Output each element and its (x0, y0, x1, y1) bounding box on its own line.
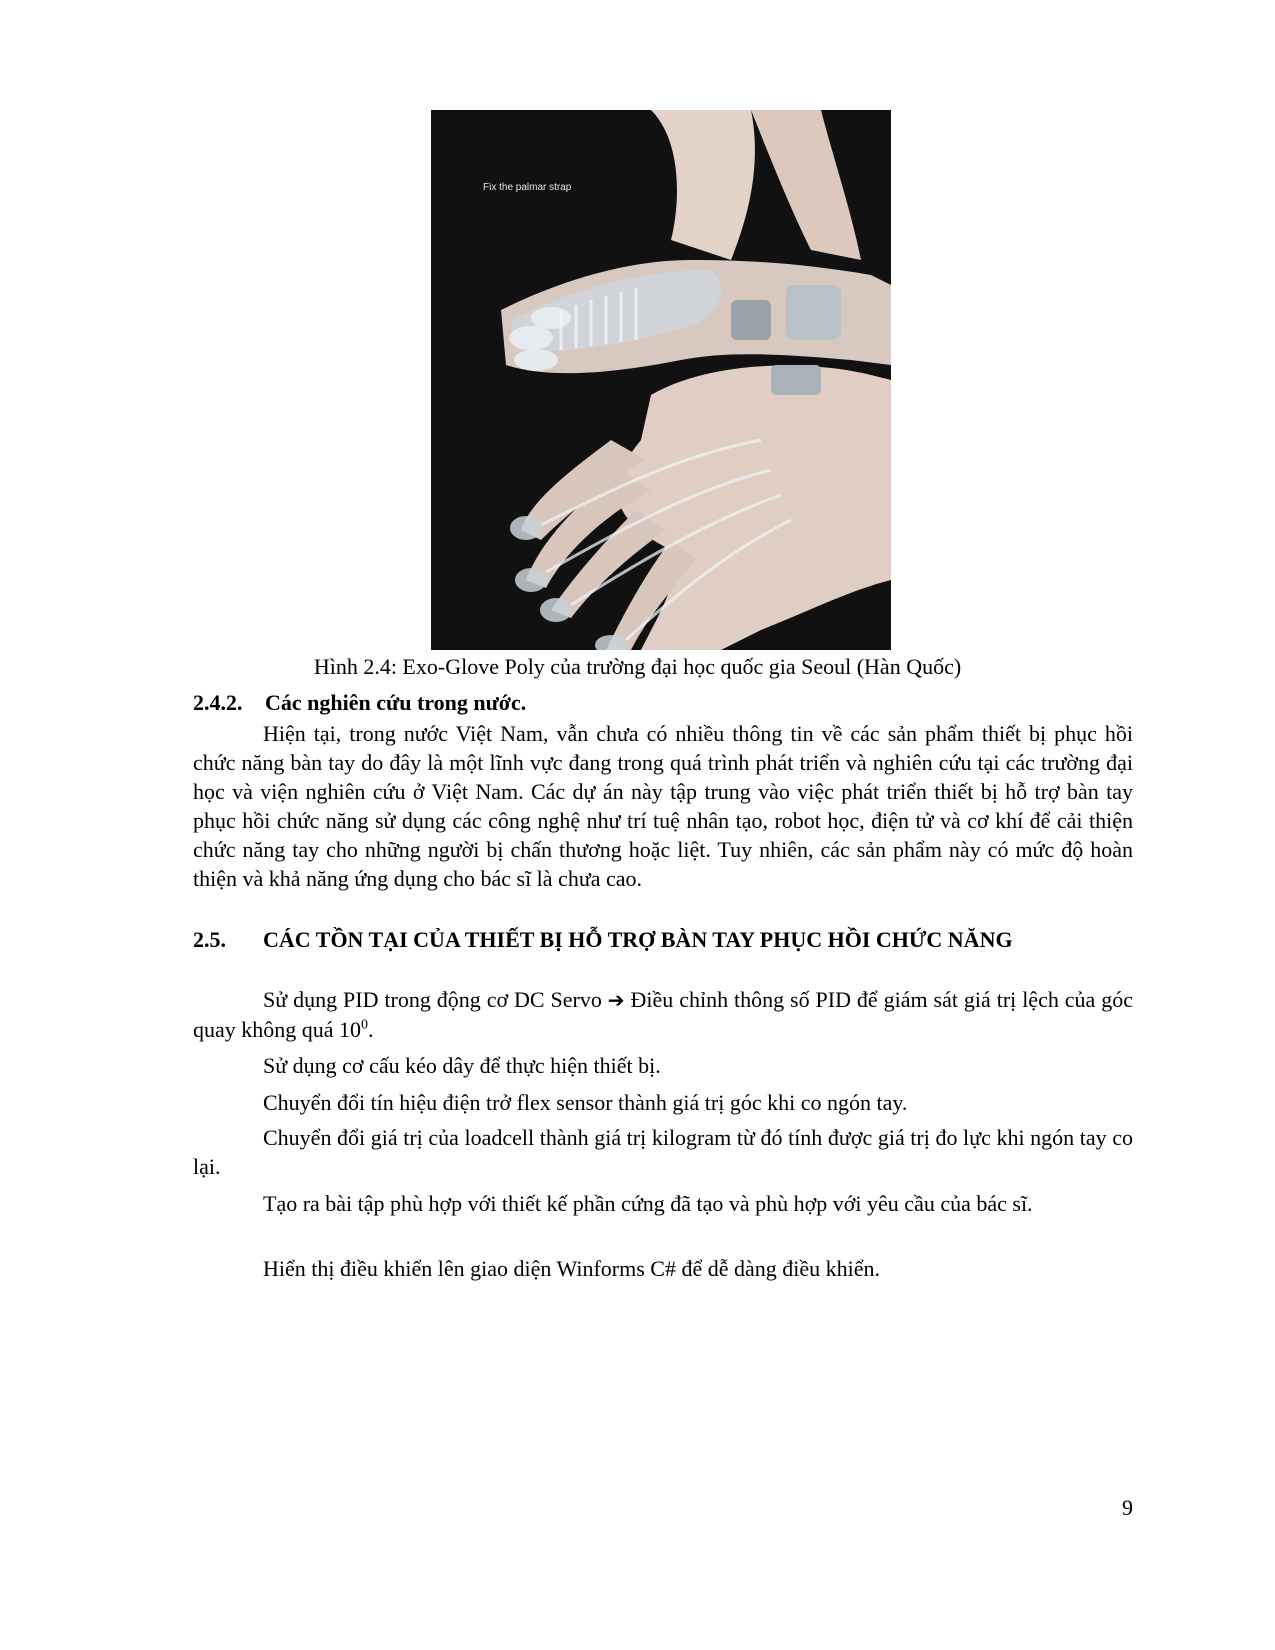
figure-label: Fix the palmar strap (483, 182, 572, 193)
figure-photo (431, 110, 891, 650)
arrow-icon: ➔ (607, 988, 625, 1012)
superscript: 0 (361, 1017, 369, 1033)
list-item: Tạo ra bài tập phù hợp với thiết kế phần cứng đã tạo và phù hợp với yêu cầu của bác sĩ. (263, 1191, 1033, 1216)
list-item: Chuyển đổi giá trị của loadcell thành giá trị kilogram từ đó tính được giá trị đo lực khi ngón tay co lại. (193, 1125, 1133, 1179)
list-item: Hiển thị điều khiển lên giao diện Winforms C# để dễ dàng điều khiển. (263, 1256, 881, 1281)
page-number: 9 (1122, 1495, 1133, 1520)
list-item-text: Sử dụng PID trong động cơ DC Servo (263, 987, 608, 1012)
list-item: Chuyển đổi tín hiệu điện trở flex sensor thành giá trị góc khi co ngón tay. (263, 1090, 908, 1115)
section-title: CÁC TỒN TẠI CỦA THIẾT BỊ HỖ TRỢ BÀN TAY PHỤC HỒI CHỨC NĂNG (263, 927, 1013, 952)
section-number: 2.4.2. (193, 690, 243, 715)
list-item (193, 985, 1133, 1044)
figure-caption: Hình 2.4: Exo-Glove Poly của trường đại học quốc gia Seoul (Hàn Quốc) (313, 654, 962, 679)
list-item-text: Điều chỉnh thông số PID để giám sát giá trị lệch của góc quay không quá 10 (193, 987, 1133, 1042)
paragraph: Hiện tại, trong nước Việt Nam, vẫn chưa có nhiều thông tin về các sản phẩm thiết bị phục hồi chức năng bàn tay do đây là một lĩnh vực đang trong quá trình phát triển và nghiên cứu tại các trường đại học và viện nghiên cứu ở Việt Nam. Các dự án này tập trung vào việc phát triển thiết bị hỗ trợ bàn tay phục hồi chức năng sử dụng các công nghệ như trí tuệ nhân tạo, robot học, điện tử và cơ khí để cải thiện chức năng tay cho những người bị chấn thương hoặc liệt. Tuy nhiên, các sản phẩm này có mức độ hoàn thiện và khả năng ứng dụng cho bác sĩ là chưa cao. (193, 721, 1133, 891)
list-item-text: . (368, 1017, 374, 1042)
section-title: Các nghiên cứu trong nước. (265, 690, 527, 715)
exo-glove-photo (431, 110, 891, 650)
section-number: 2.5. (193, 927, 226, 952)
list-item: Sử dụng cơ cấu kéo dây để thực hiện thiết bị. (263, 1053, 661, 1078)
